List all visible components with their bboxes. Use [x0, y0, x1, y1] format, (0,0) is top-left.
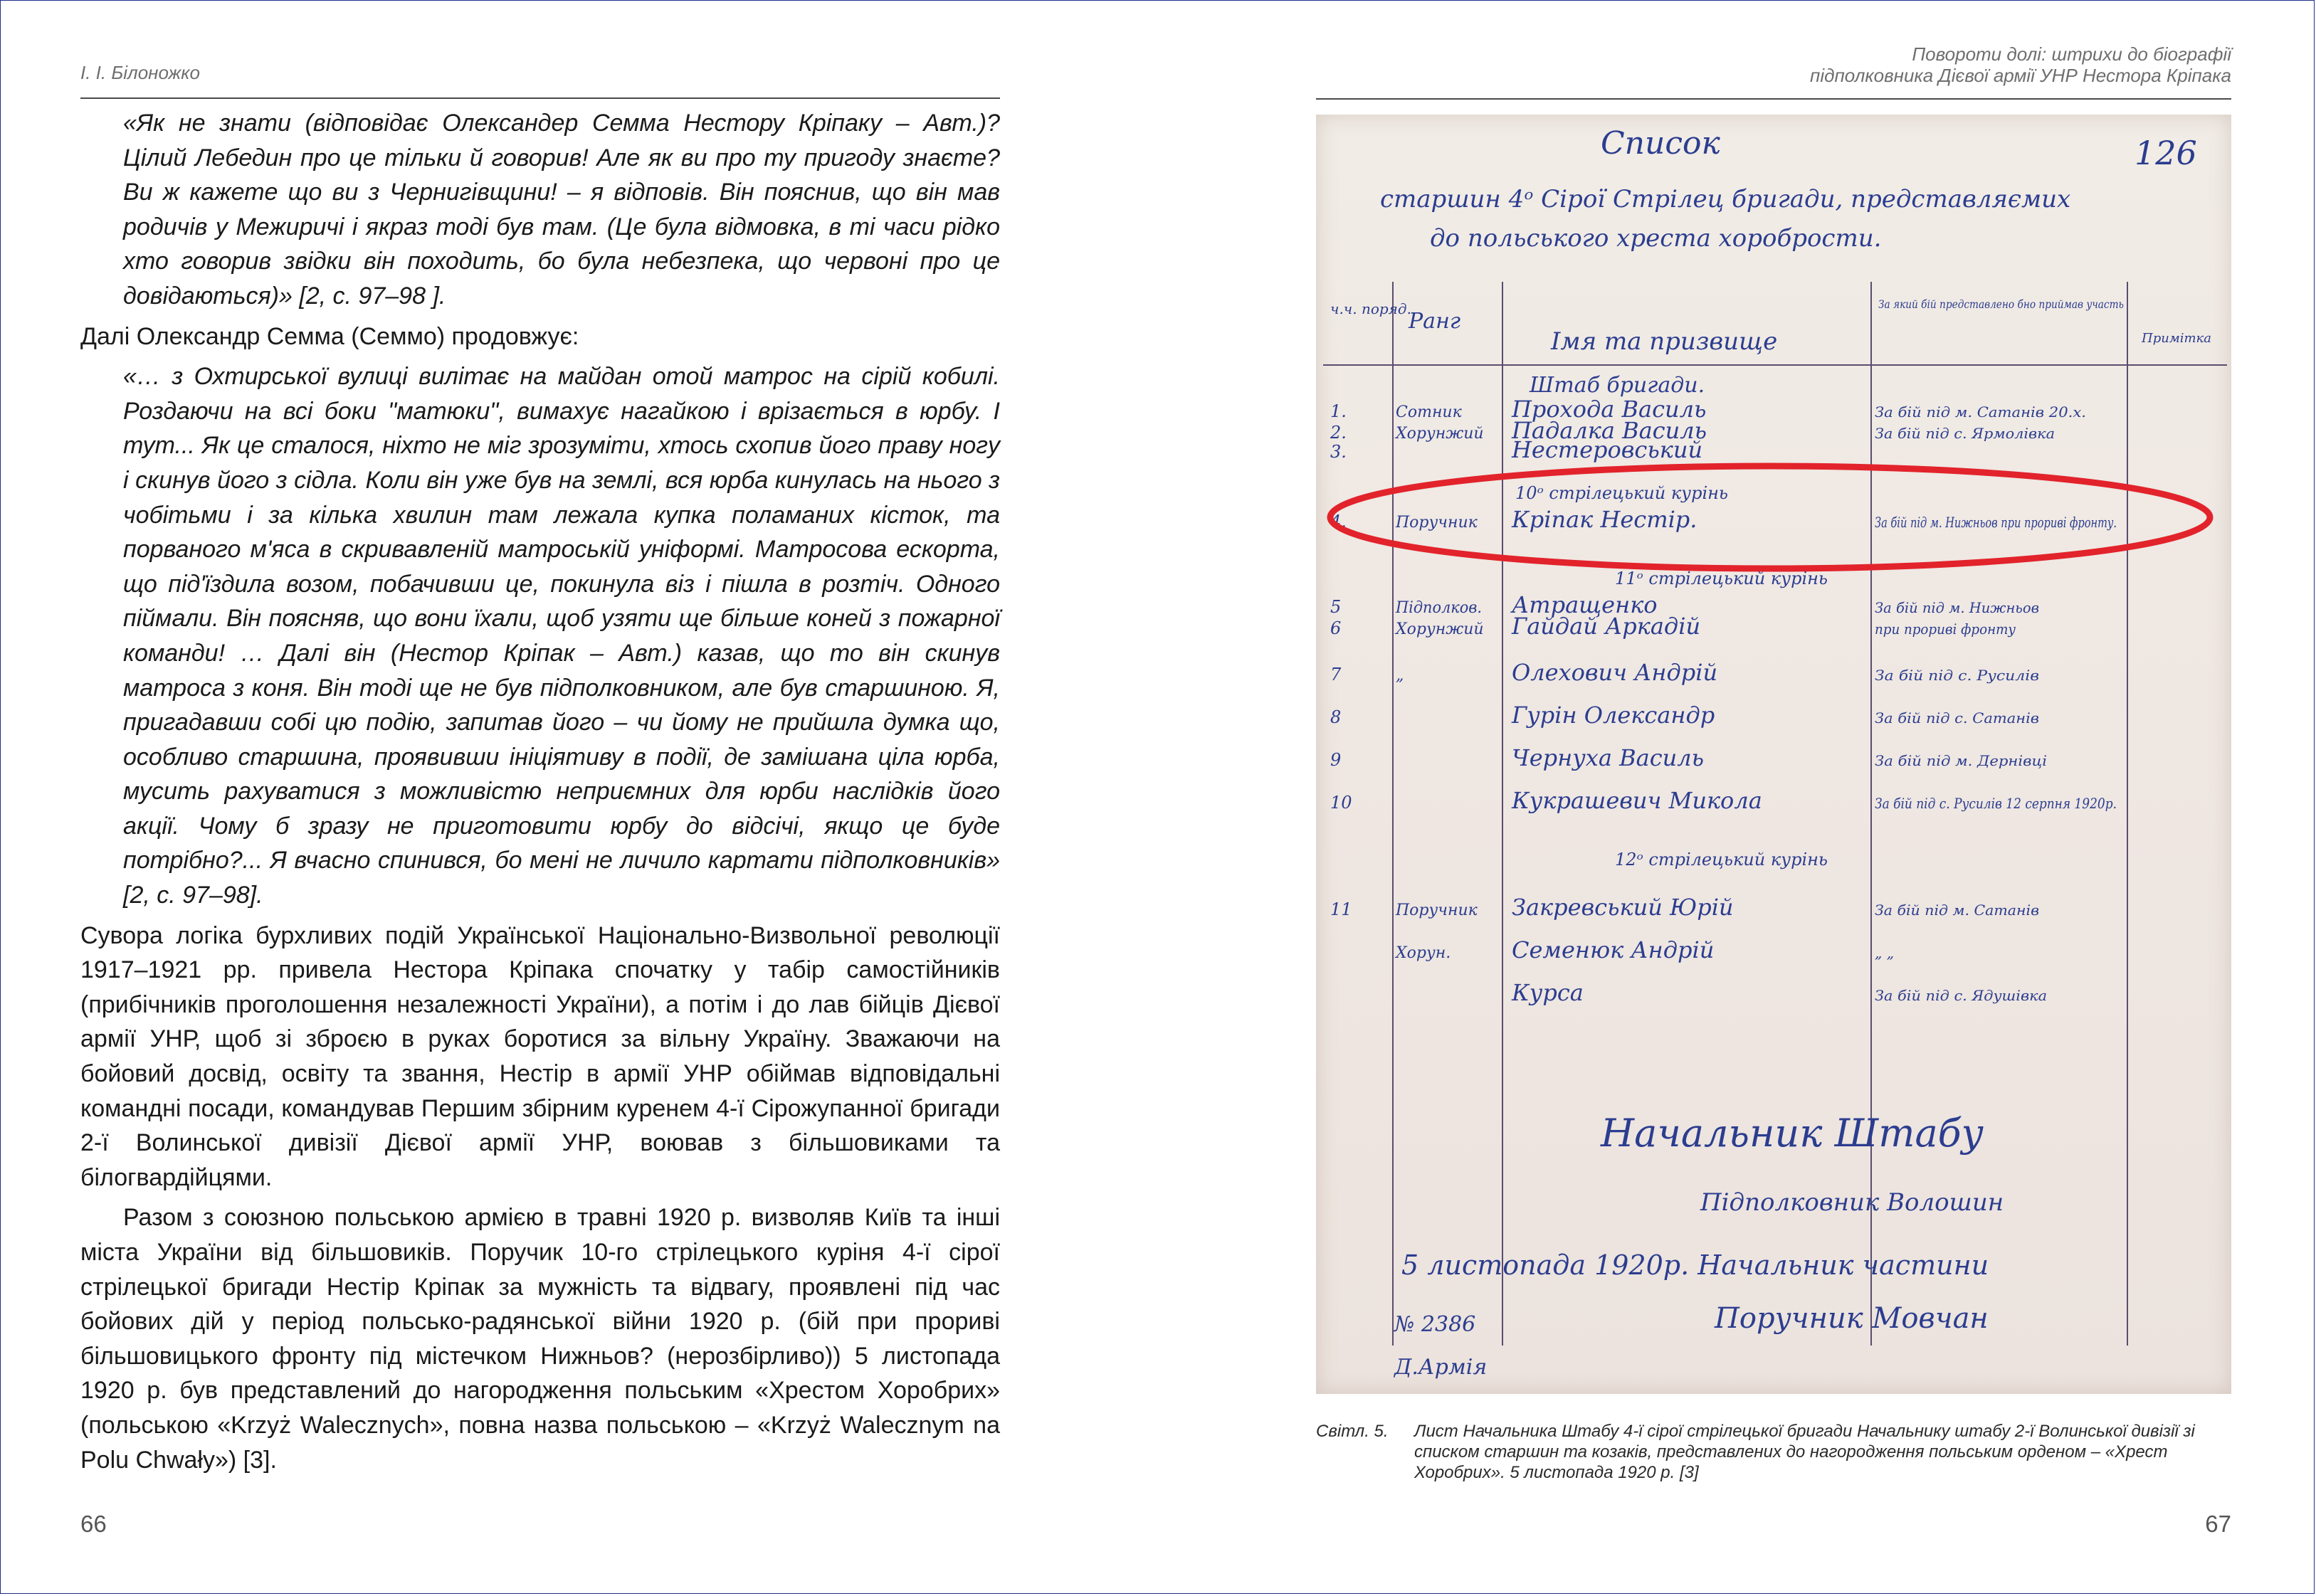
signature-chief-of-staff: Начальник Штабу: [1601, 1111, 1984, 1156]
running-head-title: [1810, 43, 2231, 86]
doc-row-deed: За бій під с. Ярмолівка: [1875, 425, 2055, 442]
doc-row-num: 9: [1330, 750, 1342, 770]
header-rule: [80, 97, 1000, 99]
doc-row-rank: „: [1396, 667, 1404, 685]
doc-title-2: старшин 4ᵒ Сірої Стрілец бригади, представляємих: [1380, 185, 2071, 213]
doc-row-name: Атращенко: [1512, 591, 1658, 618]
doc-row-deed: За бій під с. Русилів 12 серпня 1920р.: [1875, 795, 2117, 812]
doc-row-rank: Підполков.: [1395, 599, 1482, 617]
doc-row-num: 10: [1330, 793, 1352, 813]
doc-row-num: 1.: [1330, 401, 1347, 421]
col-header-deed: За який бій представлено бно приймав участь: [1878, 297, 2124, 311]
paragraph-award: Разом з союзною польською армією в травні 1920 р. визволяв Київ та інші міста України від більшовиків. Поручик 10-го стрілецького куріня 4-ї сірої стрілецької бригади Нестір Кріпак за мужність та відвагу, проявлені під час бойових дій у період польсько-радянської війни 1920 р. (бій при прориві більшовицького фронту під містечком Нижньов? (нерозбірливо)) 5 листопада 1920 р. був представлений до нагородження польським «Хрестом Хоробрих» (польською «Krzyż Walecznych», повна назва польською – «Krzyż Walecznym na Polu Chwały») [3].: [80, 1204, 1000, 1474]
doc-row-name: Прохода Василь: [1512, 396, 1707, 423]
stamp-number: № 2386: [1394, 1312, 1476, 1337]
col-header-name: Імя та призвище: [1551, 327, 1778, 356]
doc-row-deed: при прориві фронту: [1875, 620, 2016, 638]
doc-row-name: Закревський Юрій: [1512, 894, 1734, 921]
page-number-left: 66: [80, 1511, 107, 1537]
running-head-line-1: Повороти долі: штрихи до біографії: [1912, 43, 2231, 65]
doc-row-deed: За бій під м. Нижньов при прориві фронту.: [1875, 514, 2117, 531]
doc-row-name: Падалка Василь: [1512, 417, 1707, 444]
col-header-num: ч.ч. поряд.: [1330, 300, 1411, 317]
doc-row-num: 7: [1330, 665, 1342, 685]
doc-row-deed: За бій під м. Сатанів: [1875, 902, 2039, 919]
section-staff: Штаб бригади.: [1530, 373, 1705, 398]
doc-row-deed: За бій під с. Ядушівка: [1875, 987, 2047, 1004]
doc-row-name: Кріпак Нестір.: [1512, 506, 1697, 533]
doc-row-rank: Хорунжий: [1396, 425, 1484, 443]
quote-paragraph-2: «… з Охтирської вулиці вилітає на майдан отой матрос на сірій кобилі. Роздаючи на всі боки "матюки", вимахує нагайкою і врізається в юрбу. І тут... Як це сталося, ніхто не міг зрозуміти, хтось схопив його праву ногу і скинув його з сідла. Коли він уже був на землі, вся юрба кинулась на нього з чобітьми і за кілька хвилин там лежала купка поламаних кісток, та порваного м'яса в скривавленій матроській уніформі. Матросова ескорта, що під'їздила возом, побачивши це, покинула віз і пішла в розтіч. Одного піймали. Він поясняв, що вони їхали, щоб узяти ще більше коней з пожарної команди! … Далі він (Нестор Кріпак – Авт.) казав, що то він скинув матроса з коня. Він тоді ще не був підполковником, але був старшиною. Я, пригадавши собі цю подію, запитав його – чи йому не прийшла думка що, особливо старшина, проявивши ініціятиву в події, де замішана ціла юрба, мусить рахуватися з можливістю неприємних для юрби наслідків його акції. Чому б зразу не приготовити юрбу до відсічі, якщо це буде потрібно?... Я вчасно спинився, бо мені не личило картати підполковників» [2, с. 97–98].: [123, 363, 1000, 909]
running-head-author: І. І. Білоножко: [80, 62, 200, 83]
folio-mark: 126: [2135, 134, 2197, 172]
paragraph-logic: Сувора логіка бурхливих подій Української Національно-Визвольної революції 1917–1921 рр. привела Нестора Кріпака спочатку у табір самостійників (прибічників проголошення незалежності України), а потім і до лав бійців Дієвої армії УНР, щоб зі зброєю в руках боротися за вільну Україну. Зважаючи на бойовий досвід, освіту та звання, Нестір в армії УНР обіймав відповідальні командні посади, командував Першим збірним куренем 4-ї Сірожупанної бригади 2-ї Волинської дивізії Дієвої армії УНР, воював з більшовиками та білогвардійцями.: [80, 921, 1000, 1191]
doc-row-deed: За бій під м. Нижньов: [1875, 599, 2039, 616]
running-head-line-2: підполковника Дієвої армії УНР Нестора Кріпака: [1810, 65, 2231, 86]
section-12th-kurin: 12ᵒ стрілецький курінь: [1615, 850, 1828, 870]
doc-row-rank: Сотник: [1396, 403, 1462, 421]
doc-row-name: Курса: [1512, 979, 1584, 1006]
doc-row-num: 11: [1330, 899, 1352, 919]
doc-row-rank: Поручник: [1396, 902, 1478, 919]
doc-row-rank: Поручник: [1396, 514, 1478, 532]
doc-row-name: Гайдай Аркадій: [1512, 613, 1701, 640]
date-line: 5 листопада 1920р. Начальник частини: [1401, 1249, 1989, 1281]
doc-row-num: 4.: [1330, 512, 1347, 532]
doc-row-num: 5: [1330, 597, 1342, 617]
doc-row-num: 2.: [1330, 423, 1347, 443]
caption-text: Лист Начальника Штабу 4-ї сірої стрілецької бригади Начальнику штабу 2-ї Волинської дивізії зі списком старшин та козаків, представлених до нагородження польським орденом – «Хрест Хоробрих». 5 листопада 1920 р. [3]: [1414, 1422, 2195, 1482]
doc-title-3: до польського хреста хоробрости.: [1430, 224, 1882, 253]
page-number-right: 67: [2205, 1511, 2231, 1537]
body-text: [80, 106, 1000, 1477]
header-rule: [1316, 98, 2231, 100]
col-header-note: Примітка: [2142, 331, 2212, 346]
right-page: [1316, 1, 2231, 1596]
doc-row-name: Семенюк Андрій: [1512, 936, 1715, 963]
doc-row-name: Чернуха Василь: [1512, 744, 1705, 771]
section-11th-kurin: 11ᵒ стрілецький курінь: [1615, 569, 1828, 588]
document-scan: [1316, 115, 2231, 1394]
caption-label: Світл. 5.: [1316, 1422, 1389, 1441]
col-header-rank: Ранг: [1409, 309, 1460, 334]
doc-row-rank: Хорун.: [1396, 944, 1451, 962]
doc-row-name: Нестеровський: [1512, 436, 1703, 463]
doc-row-num: 3.: [1330, 442, 1347, 462]
stamp-word: Д.Армія: [1394, 1355, 1488, 1380]
paragraph-intro: Далі Олександр Семма (Семмо) продовжує:: [80, 322, 579, 350]
doc-row-deed: За бій під м. Сатанів 20.х.: [1875, 403, 2086, 421]
doc-row-name: Олехович Андрій: [1512, 659, 1718, 686]
left-page: [80, 1, 1000, 1596]
archival-document-photo: [1316, 115, 2231, 1394]
signature-lieutenant: Поручник Мовчан: [1715, 1302, 1989, 1335]
doc-row-rank: Хорунжий: [1396, 620, 1484, 638]
section-10th-kurin: 10ᵒ стрілецький курінь: [1515, 483, 1728, 503]
doc-row-deed: „ „: [1875, 944, 1895, 961]
signature-lt-colonel: Підполковник Волошин: [1700, 1188, 2004, 1217]
quote-paragraph-1: «Як не знати (відповідає Олександер Семма Нестору Кріпаку – Авт.)? Цілий Лебедин про це тільки й говорив! Але як ви про ту пригоду знаєте? Ви ж кажете що ви з Чернигівщини! – я відповів. Він пояснив, що він мав родичів у Межиричі і якраз тоді був там. (Це була відмовка, в ті часи рідко хто говорив звідки він походить, бо була небезпека, що червоні про це довідаються)» [2, с. 97–98 ].: [123, 110, 1000, 310]
doc-row-deed: За бій під с. Сатанів: [1875, 709, 2039, 726]
doc-row-name: Гурін Олександр: [1512, 702, 1715, 729]
doc-row-num: 6: [1330, 618, 1342, 638]
doc-row-deed: За бій під м. Дернівці: [1875, 752, 2047, 769]
doc-row-num: 8: [1330, 707, 1342, 727]
doc-row-deed: За бій під с. Русилів: [1875, 667, 2039, 684]
doc-title-1: Список: [1601, 125, 1720, 162]
doc-row-name: Кукрашевич Микола: [1512, 787, 1762, 814]
